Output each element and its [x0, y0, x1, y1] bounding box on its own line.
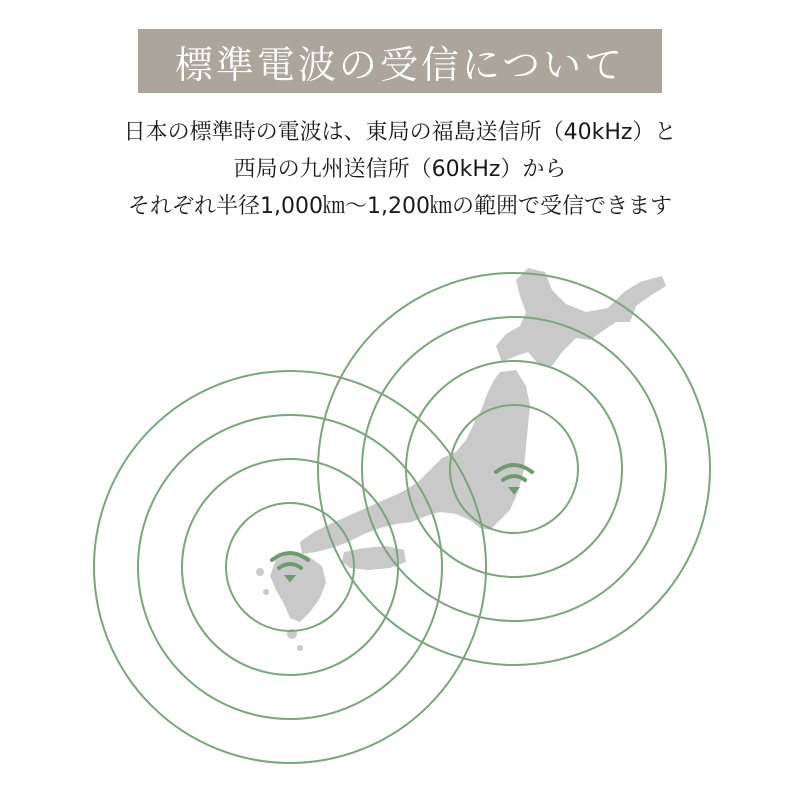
island — [647, 287, 653, 293]
honshu — [300, 370, 530, 554]
island — [256, 568, 264, 576]
page-title: 標準電波の受信について — [174, 42, 626, 87]
island — [297, 645, 303, 651]
island — [263, 589, 269, 595]
island — [527, 333, 533, 339]
description-line-3: それぞれ半径1,000㎞～1,200㎞の範囲で受信できます — [128, 194, 672, 219]
description-line-2: 西局の九州送信所（60kHz）から — [233, 157, 567, 182]
description-line-1: 日本の標準時の電波は、東局の福島送信所（40kHz）と — [123, 120, 677, 145]
kyushu — [270, 552, 326, 622]
